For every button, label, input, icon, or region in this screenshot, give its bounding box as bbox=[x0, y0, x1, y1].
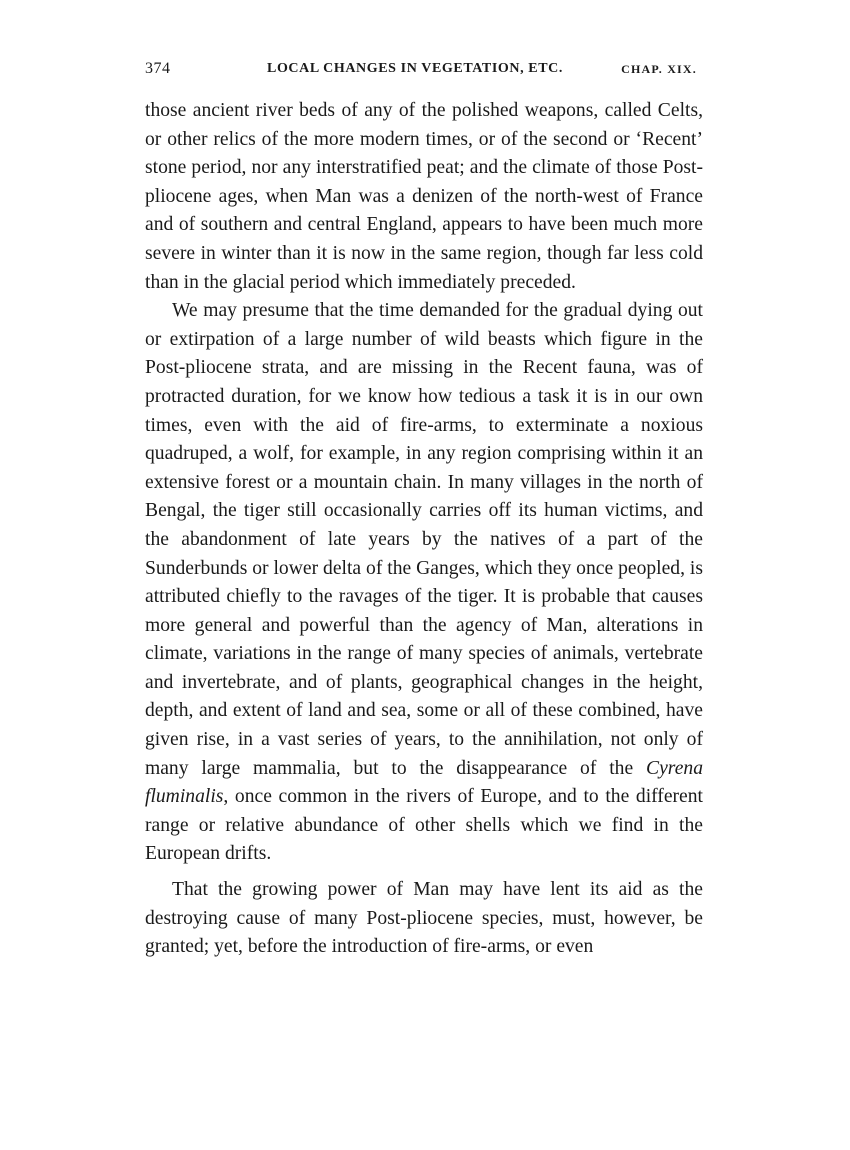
page-number: 374 bbox=[145, 60, 171, 77]
paragraph-continuation: those ancient river beds of any of the polished weapons, called Celts, or other relics of the more modern times, or of the second or ‘Recent’ stone period, nor any interstratified peat; and the climate of those Post-pliocene ages, when Man was a denizen of the north-west of France and of southern and central England, appears to have been much more severe in winter than it is now in the same region, though far less cold than in the glacial period which immediately preceded. bbox=[145, 100, 703, 293]
paragraph-text-before-species: We may presume that the time demanded for the gradual dying out or extirpation of a large number of wild beasts which figure in the Post-pliocene strata, and are missing in the Recent fauna, was of protracted duration, for we know how tedious a task it is in our own times, even with the aid of fire-arms, to exterminate a noxious quadruped, a wolf, for example, in any region comprising within it an extensive forest or a mountain chain. In many villages in the north of Bengal, the tiger still occasionally carries off its human victims, and the abandonment of late years by the natives of a part of the Sunderbunds or lower delta of the Ganges, which they once peopled, is attributed chiefly to the ravages of the tiger. It is probable that causes more general and powerful than the agency of Man, alterations in climate, variations in the range of many species of animals, vertebrate and invertebrate, and of plants, geographical changes in the height, depth, and extent of land and sea, some or all of these combined, have given rise, in a vast series of years, to the annihilation, not only of many large mammalia, but to the disappearance of the bbox=[145, 300, 703, 779]
body-text bbox=[145, 97, 703, 962]
species-name-italic: Cyrena fluminalis bbox=[145, 757, 703, 808]
paragraph-text-after-species: , once common in the rivers of Europe, and to the different range or relative abundance of other shells which we find in the European drifts. bbox=[145, 786, 703, 865]
running-head bbox=[145, 60, 703, 84]
running-title: LOCAL CHANGES IN VEGETATION, ETC. bbox=[267, 61, 563, 76]
paragraph-growing-power: That the growing power of Man may have lent its aid as the destroying cause of many Post-pliocene species, must, however, be granted; yet, before the introduction of fire-arms, or even bbox=[145, 879, 703, 958]
chapter-reference: CHAP. XIX. bbox=[621, 62, 697, 76]
paragraph-extirpation bbox=[145, 297, 703, 869]
book-page bbox=[145, 60, 703, 962]
